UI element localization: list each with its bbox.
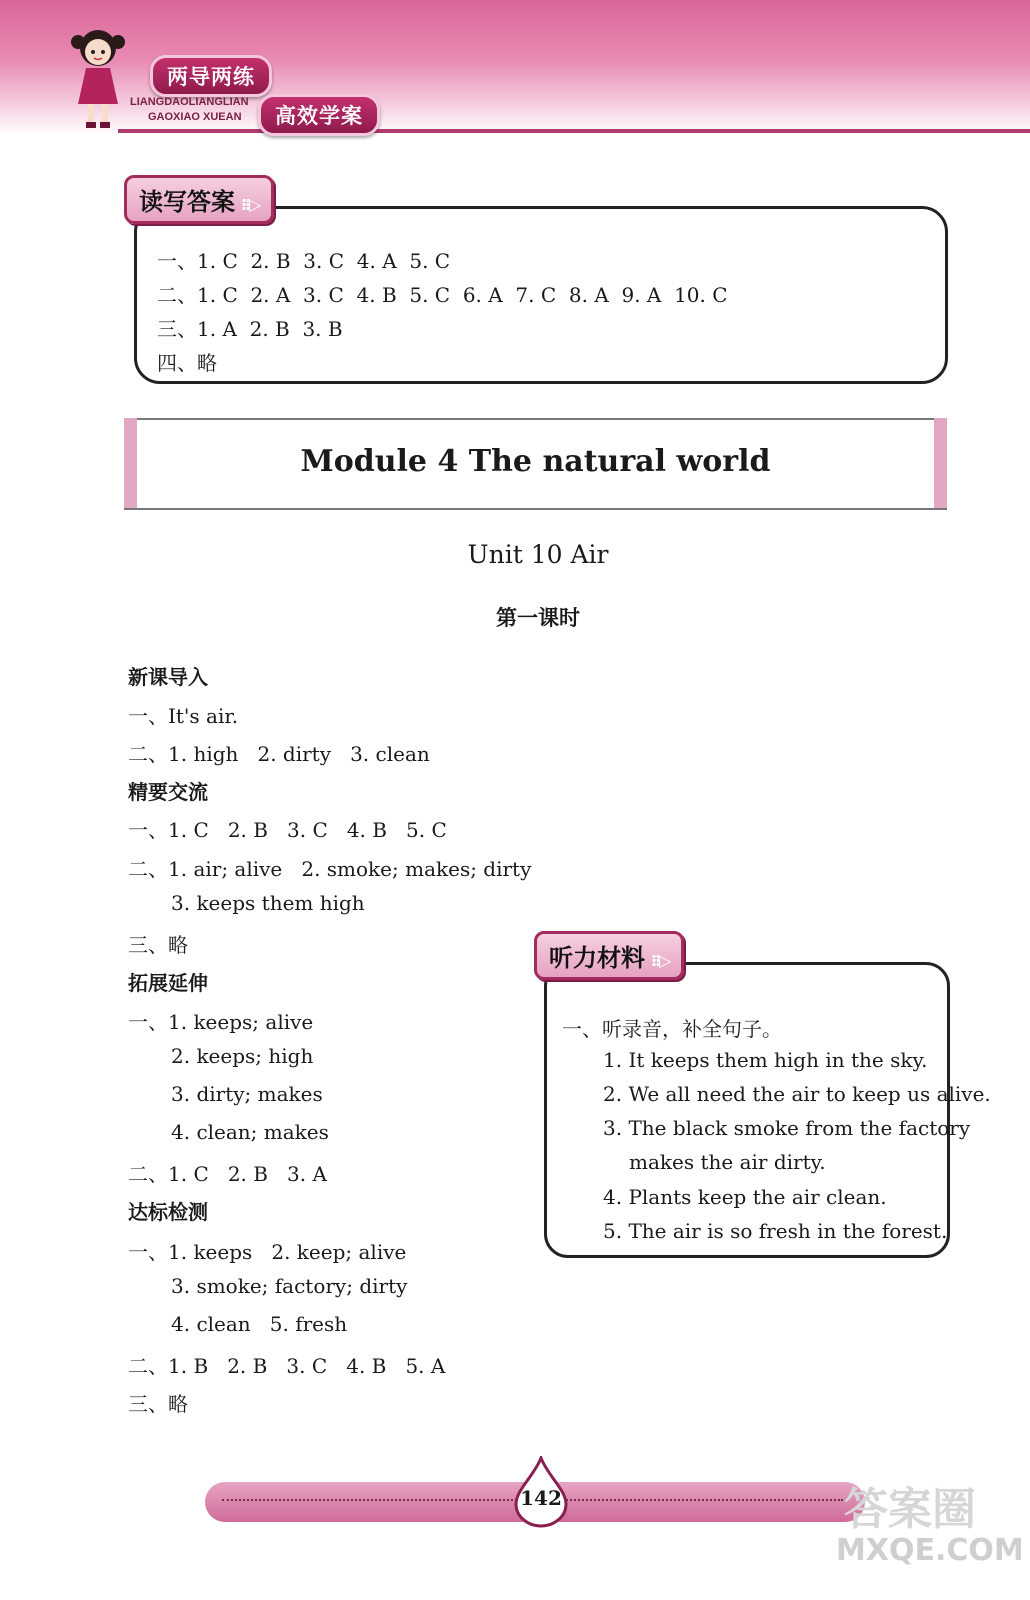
- answer-line: 二、1. C 2. B 3. A: [128, 1162, 327, 1186]
- reading-answer-line: 三、1. A 2. B 3. B: [157, 317, 343, 341]
- listening-sentence: 1. It keeps them high in the sky.: [603, 1048, 928, 1072]
- header-rule: [118, 129, 1030, 133]
- listening-sentence: 2. We all need the air to keep us alive.: [603, 1082, 991, 1106]
- brand-pinyin-line2: GAOXIAO XUEAN: [148, 111, 242, 123]
- cartoon-girl-icon: [66, 22, 130, 134]
- answer-line: 2. keeps; high: [171, 1044, 314, 1068]
- answer-line: 4. clean 5. fresh: [171, 1312, 348, 1336]
- answer-line: 二、1. high 2. dirty 3. clean: [128, 742, 430, 766]
- listening-material-tab: [534, 931, 684, 980]
- listening-sentence: 5. The air is so fresh in the forest.: [603, 1219, 948, 1243]
- answer-line: 二、1. B 2. B 3. C 4. B 5. A: [128, 1354, 446, 1378]
- listening-material-box: [544, 962, 950, 1258]
- reading-answers-tab-label: 读写答案: [139, 188, 235, 216]
- section-heading: 拓展延伸: [128, 971, 208, 995]
- reading-answer-line: 四、略: [157, 351, 217, 375]
- answer-line: 一、1. keeps; alive: [128, 1010, 314, 1034]
- watermark-text: MXQE.COM: [836, 1533, 1024, 1568]
- answer-line: 3. dirty; makes: [171, 1082, 323, 1106]
- listening-sentence: makes the air dirty.: [629, 1150, 826, 1174]
- listening-material-tab-label: 听力材料: [549, 944, 645, 972]
- reading-answers-tab: [124, 175, 274, 224]
- module-title: Module 4 The natural world: [300, 444, 771, 479]
- answer-line: 3. keeps them high: [171, 891, 365, 915]
- brand-pinyin-line1: LIANGDAOLIANGLIAN: [130, 96, 249, 108]
- answer-line: 3. smoke; factory; dirty: [171, 1274, 408, 1298]
- section-heading: 精要交流: [128, 780, 208, 804]
- tab-arrow-icon: ⁝⁝▷: [241, 195, 260, 214]
- answer-line: 4. clean; makes: [171, 1120, 329, 1144]
- answer-line: 三、略: [128, 933, 188, 957]
- footer-dotted-line: [222, 1499, 517, 1501]
- section-heading: 新课导入: [128, 665, 208, 689]
- watermark-logo-text: 答案圈: [844, 1484, 976, 1535]
- listening-sentence: 3. The black smoke from the factory: [603, 1116, 971, 1140]
- lesson-title: 第一课时: [496, 606, 580, 630]
- answer-line: 一、1. C 2. B 3. C 4. B 5. C: [128, 818, 447, 842]
- answer-line: 一、1. keeps 2. keep; alive: [128, 1240, 407, 1264]
- section-heading: 达标检测: [128, 1200, 208, 1224]
- brand-subtitle-badge: 高效学案: [258, 94, 380, 136]
- footer-dotted-line: [563, 1499, 843, 1501]
- brand-title-badge: 两导两练: [150, 55, 272, 97]
- answer-line: 三、略: [128, 1392, 188, 1416]
- answer-line: 一、It's air.: [128, 704, 239, 728]
- answer-line: 二、1. air; alive 2. smoke; makes; dirty: [128, 857, 532, 881]
- tab-arrow-icon: ⁝⁝▷: [651, 951, 670, 970]
- reading-answer-line: 一、1. C 2. B 3. C 4. A 5. C: [157, 249, 451, 273]
- listening-instruction: 一、听录音，补全句子。: [562, 1017, 782, 1041]
- reading-answer-line: 二、1. C 2. A 3. C 4. B 5. C 6. A 7. C 8. A 9. A 10. C: [157, 283, 728, 307]
- listening-sentence: 4. Plants keep the air clean.: [603, 1185, 887, 1209]
- unit-title: Unit 10 Air: [467, 540, 609, 569]
- page-number: 142: [520, 1486, 562, 1510]
